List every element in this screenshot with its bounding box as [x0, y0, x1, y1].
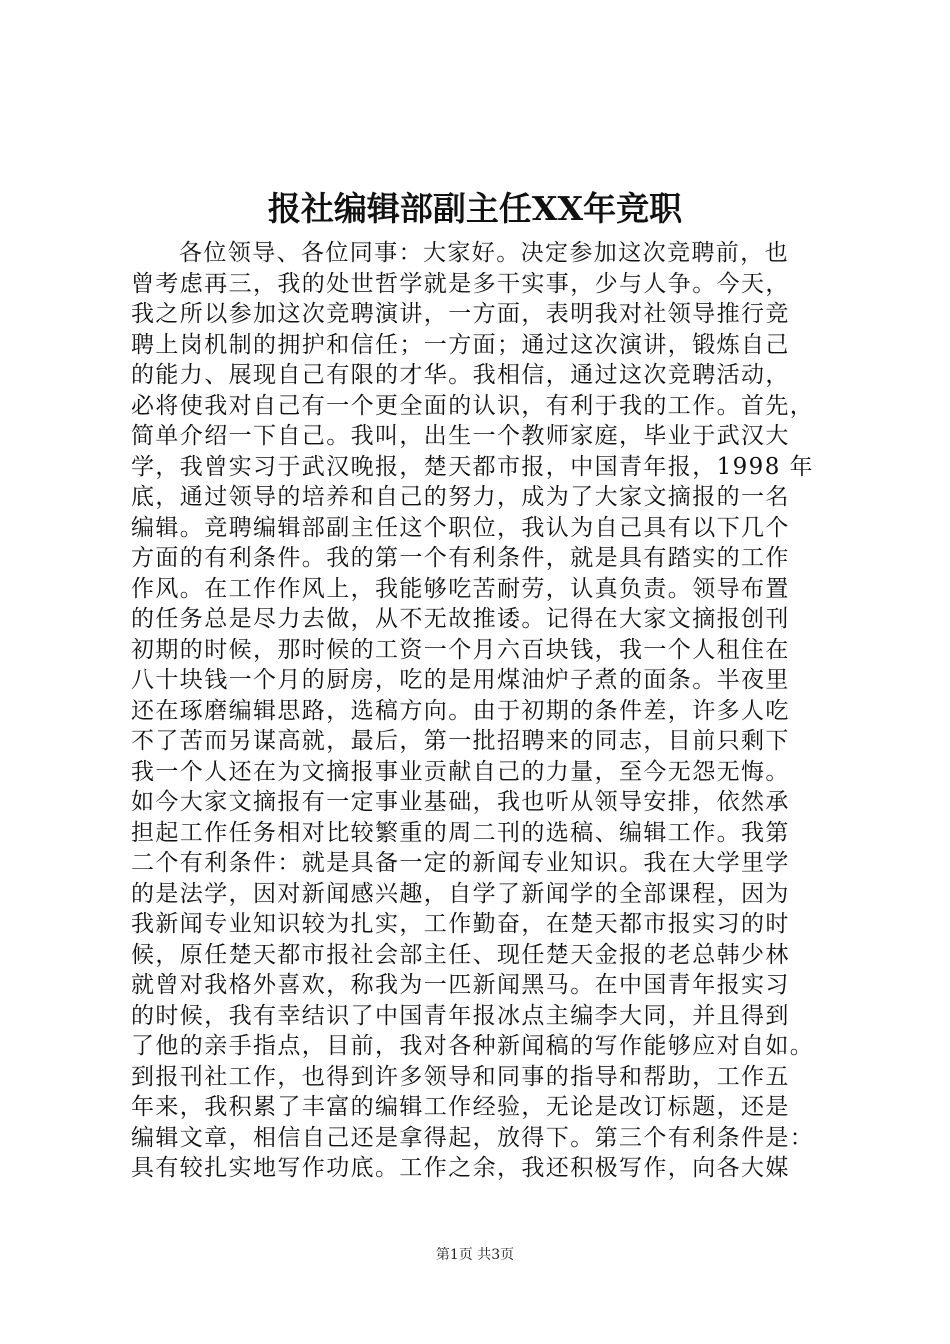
body-line: 编辑文章，相信自己还是拿得起，放得下。第三个有利条件是： — [131, 1124, 815, 1151]
body-line: 初期的时候，那时候的工资一个月六百块钱，我一个人租住在 — [131, 636, 790, 663]
document-title: 报社编辑部副主任XX年竞职 — [267, 189, 683, 228]
body-line: 了他的亲手指点，目前，我对各种新闻稿的写作能够应对自如。 — [131, 1033, 815, 1059]
body-line: 我之所以参加这次竞聘演讲，一方面，表明我对社领导推行竞 — [131, 301, 790, 327]
body-line: 二个有利条件：就是具备一定的新闻专业知识。我在大学里学 — [131, 850, 790, 876]
body-line: 学，我曾实习于武汉晚报，楚天都市报，中国青年报，1998 年 — [131, 453, 814, 480]
body-line: 的任务总是尽力去做，从不无故推诿。记得在大家文摘报创刊 — [131, 606, 790, 632]
document-body — [131, 238, 851, 1184]
body-line: 年来，我积累了丰富的编辑工作经验，无论是改订标题，还是 — [131, 1094, 790, 1120]
body-line: 底，通过领导的培养和自己的努力，成为了大家文摘报的一名 — [131, 484, 790, 510]
body-line: 必将使我对自己有一个更全面的认识，有利于我的工作。首先， — [131, 392, 815, 419]
body-line: 我新闻专业知识较为扎实，工作勤奋，在楚天都市报实习的时 — [131, 911, 790, 937]
body-line: 就曾对我格外喜欢，称我为一匹新闻黑马。在中国青年报实习 — [131, 972, 790, 998]
body-line: 不了苦而另谋高就，最后，第一批招聘来的同志，目前只剩下 — [131, 728, 790, 754]
body-line: 具有较扎实地写作功底。工作之余，我还积极写作，向各大媒 — [131, 1155, 790, 1181]
body-line: 我一个人还在为文摘报事业贡献自己的力量，至今无怨无悔。 — [131, 758, 790, 785]
body-line: 到报刊社工作，也得到许多领导和同事的指导和帮助，工作五 — [131, 1063, 790, 1090]
body-line: 的能力、展现自己有限的才华。我相信，通过这次竞聘活动， — [131, 362, 790, 388]
body-line: 的是法学，因对新闻感兴趣，自学了新闻学的全部课程，因为 — [131, 880, 790, 907]
body-line: 八十块钱一个月的厨房，吃的是用煤油炉子煮的面条。半夜里 — [131, 667, 790, 693]
body-line: 如今大家文摘报有一定事业基础，我也听从领导安排，依然承 — [131, 789, 790, 815]
body-line: 候，原任楚天都市报社会部主任、现任楚天金报的老总韩少林 — [131, 941, 790, 968]
body-line: 的时候，我有幸结识了中国青年报冰点主编李大同，并且得到 — [131, 1002, 790, 1029]
body-line: 作风。在工作作风上，我能够吃苦耐劳，认真负责。领导布置 — [131, 575, 790, 602]
body-line: 曾考虑再三，我的处世哲学就是多干实事，少与人争。今天， — [131, 270, 790, 297]
body-line: 方面的有利条件。我的第一个有利条件，就是具有踏实的工作 — [131, 545, 790, 571]
page-number-footer: 第1页 共3页 — [435, 1247, 515, 1263]
body-line: 各位领导、各位同事：大家好。决定参加这次竞聘前，也 — [179, 240, 789, 266]
body-line: 简单介绍一下自己。我叫，出生一个教师家庭，毕业于武汉大 — [131, 423, 790, 449]
body-line: 还在琢磨编辑思路，选稿方向。由于初期的条件差，许多人吃 — [131, 697, 790, 724]
body-line: 编辑。竞聘编辑部副主任这个职位，我认为自己具有以下几个 — [131, 514, 790, 541]
body-line: 聘上岗机制的拥护和信任；一方面；通过这次演讲，锻炼自己 — [131, 331, 790, 358]
body-line: 担起工作任务相对比较繁重的周二刊的选稿、编辑工作。我第 — [131, 819, 790, 846]
